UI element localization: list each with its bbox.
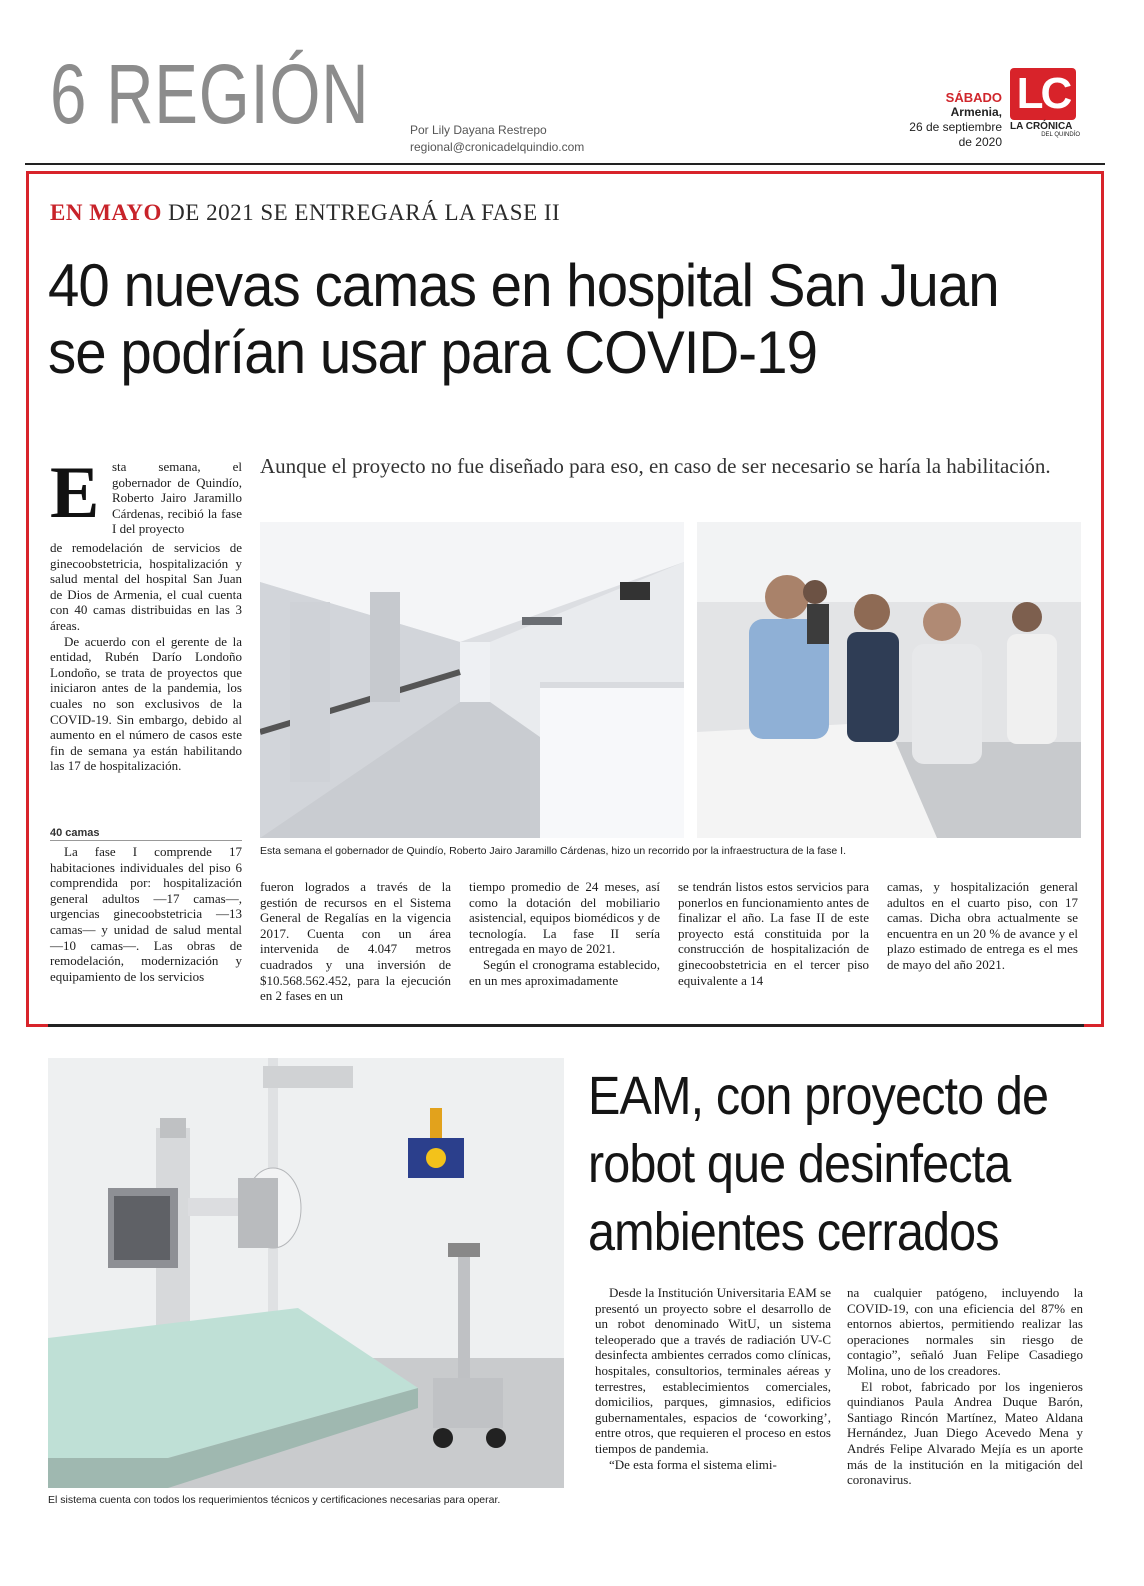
logo-subtitle: DEL QUINDÍO xyxy=(1041,132,1080,138)
newspaper-logo xyxy=(1010,68,1080,148)
article2-headline: EAM, con proyecto de robot que desinfecta ambientes cerrados xyxy=(588,1066,1049,1262)
article1-deck: Aunque el proyecto no fue diseñado para eso, en caso de ser necesario se haría la habilitación. xyxy=(260,454,1051,478)
date-city: Armenia, xyxy=(950,105,1002,119)
kicker-rest: DE 2021 SE ENTREGARÁ LA FASE II xyxy=(161,200,561,225)
hospital-corridor-photo xyxy=(260,522,684,838)
article1-col4 xyxy=(678,879,869,988)
article2-paragraph-1: Desde la Institución Universitaria EAM se presentó un proyecto sobre el desarrollo de un robot denominado WitU, un sistema teleoperado que a través de radiación UV-C desinfecta ambientes cerrados como clínicas, hospitales, consultorios, terminales aéreas y terrestres, establecimientos comerciales, domicilios, parques, gimnasios, edificios gubernamentales, espacios de ‘coworking’, entre otros, que requieren el proceso en estos tiempos de pandemia. xyxy=(595,1285,831,1456)
article1-col1 xyxy=(50,540,242,774)
col2-text: fueron logrados a través de la gestión de recursos en el Sistema General de Regalías en la vigencia 2017. Cuenta con un área intervenida de 4.047 metros cuadrados y una inversión de $10.568.562.452, para la ejecución en 2 fases en un xyxy=(260,879,451,1004)
xray-room-robot-photo xyxy=(48,1058,564,1488)
col5-text: camas, y hospitalización general adultos en el cuarto piso, con 17 camas. Dicha obra actualmente se encuentra en un 20 % de avance y el plazo estimado de entrega es el mes de mayo del año 2021. xyxy=(887,879,1078,972)
byline-author: Por Lily Dayana Restrepo xyxy=(410,123,547,137)
logo-name: LA CRÓNICA xyxy=(1010,121,1073,132)
drop-cap: E xyxy=(50,452,100,534)
lead-text: sta semana, el gobernador de Quindío, Roberto Jairo Jaramillo Cárdenas, recibió la fase I del proyecto xyxy=(112,459,242,537)
col3-text-a: tiempo promedio de 24 meses, así como la dotación del mobiliario asistencial, equipos biomédicos y de tecnología. La fase II sería entregada en mayo de 2021. xyxy=(469,879,660,957)
officials-tour-photo xyxy=(697,522,1081,838)
byline-email[interactable]: regional@cronicadelquindio.com xyxy=(410,140,585,154)
article2-col2 xyxy=(847,1285,1083,1488)
logo-initials: LC xyxy=(1010,68,1076,120)
section-title: 6 REGIÓN xyxy=(50,47,370,141)
article2-paragraph-2: “De esta forma el sistema elimi- xyxy=(609,1456,777,1472)
photo-caption-1: Esta semana el gobernador de Quindío, Roberto Jairo Jaramillo Cárdenas, hizo un recorrido por la infraestructura de la fase I. xyxy=(260,845,846,857)
header-rule xyxy=(25,163,1105,165)
article1-lead xyxy=(112,459,242,537)
article2-paragraph-2-cont: na cualquier patógeno, incluyendo la COVID-19, con una eficiencia del 87% en entornos abiertos, permitiendo realizar las operaciones normales sin riesgo de contagio”, señaló Juan Felipe Casadiego Molina, uno de los creadores. xyxy=(847,1285,1083,1378)
article1-col5 xyxy=(887,879,1078,973)
byline xyxy=(410,122,584,156)
col3-text-b: Según el cronograma establecido, en un mes aproximadamente xyxy=(469,956,660,988)
article2-paragraph-3: El robot, fabricado por los ingenieros quindianos Paula Andrea Duque Barón, Santiago Rincón Martínez, Mateo Aldana Hernández, Juan Diego Acevedo Mena y Andrés Felipe Alvarado Mejía es un aporte más de la institución en la mitigación del coronavirus. xyxy=(847,1378,1083,1488)
date-date: 26 de septiembre xyxy=(909,120,1002,134)
date-block xyxy=(880,90,1002,150)
article1-kicker xyxy=(50,200,560,226)
date-day: SÁBADO xyxy=(945,90,1002,105)
article1-col1b xyxy=(50,844,242,984)
article1-headline: 40 nuevas camas en hospital San Juan se podrían usar para COVID-19 xyxy=(48,252,999,386)
article1-col2 xyxy=(260,879,451,1004)
date-year: de 2020 xyxy=(958,135,1002,149)
paragraph-3: La fase I comprende 17 habitaciones individuales del piso 6 comprendida por: hospitalización general adultos —17 camas—, urgencias ginecoobstetricia —13 camas— y unidad de salud mental —10 camas—. Las obras de remodelación, modernización y equipamiento de los servicios xyxy=(50,844,242,984)
kicker-highlight: EN MAYO xyxy=(50,200,162,225)
section-divider xyxy=(48,1024,1084,1027)
paragraph-2: De acuerdo con el gerente de la entidad, Rubén Darío Londoño Londoño, se trata de proyectos que iniciaron antes de la pandemia, los cuales no son exclusivos de la COVID-19. Sin embargo, debido al aumento en el número de casos este fin de semana ya están habilitando las 17 de hospitalización. xyxy=(50,633,242,774)
photo-caption-2: El sistema cuenta con todos los requerimientos técnicos y certificaciones necesarias para operar. xyxy=(48,1494,501,1506)
lead-continued: de remodelación de servicios de ginecoobstetricia, hospitalización y salud mental del hospital San Juan de Dios de Armenia, el cual cuenta con 40 camas distribuidas en las 3 áreas. xyxy=(50,540,242,633)
article1-col3 xyxy=(469,879,660,988)
subhead-40-camas: 40 camas xyxy=(50,827,242,841)
article2-col1 xyxy=(595,1285,831,1472)
col4-text: se tendrán listos estos servicios para ponerlos en funcionamiento antes de finalizar el año. La fase II de este proyecto está constituida por la construcción de hospitalización de ginecoobstetricia en el tercer piso equivalente a 14 xyxy=(678,879,869,988)
